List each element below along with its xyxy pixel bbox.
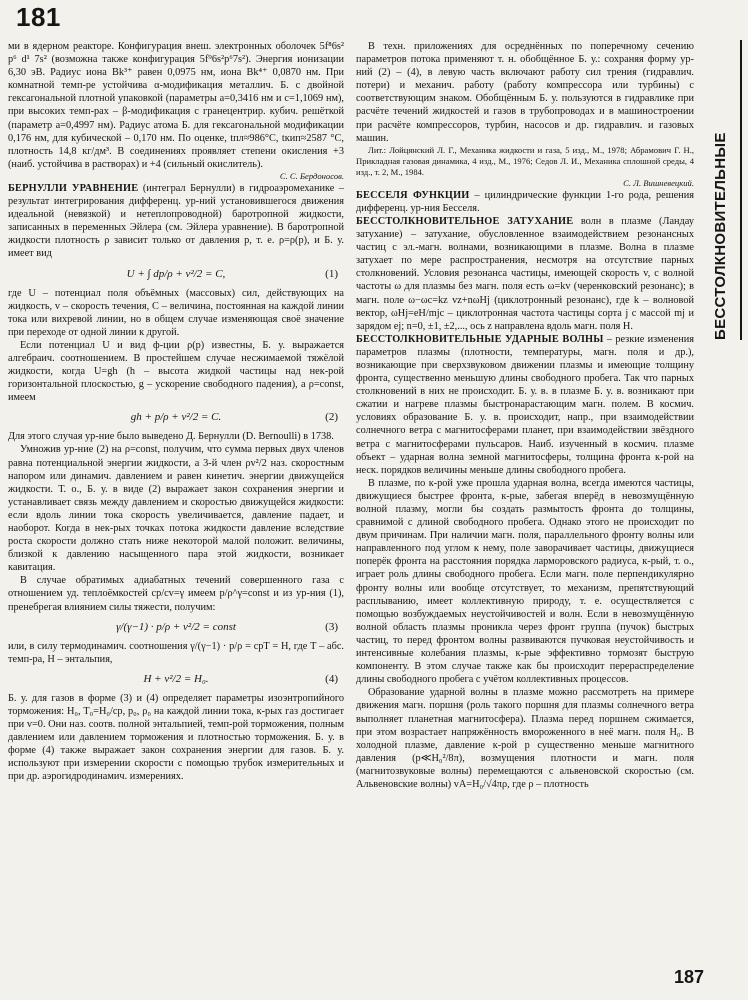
paragraph: Б. у. для газов в форме (3) и (4) определяет параметры изоэнтропийного торможения: H₀, T₀=H₀/cp, p₀, ρ₀ на каждой линии тока, к-рых газ достигает при v=0. Они наз. соотв. полной энтальпией, темп-рой торможения, полным давлением или давлением торможения и плотностью торможения. Б. у. в форме (4) также выражает закон сохранения энергии для газов. Б. у. используют при измерении скорости с помощью трубок измерительных и при др. аэрогидродинамич. измерениях. <box>8 692 344 783</box>
entry-text: (интеграл Бернулли) в гидроаэромеханике – результат интегрирования дифференц. ур-ний установившегося движения идеальной (невязкой) и нетеплопроводной) баротропной жидкости, записанных в переменных Эйлера (см. Эйлера уравнение). В баротропной жидкости плотность ρ зависит только от давления p, т. е. ρ=ρ(p), и Б. у. имеет вид <box>8 182 344 260</box>
literature-list: Лит.: Лойцянский Л. Г., Механика жидкости и газа, 5 изд., М., 1978; Абрамович Г. Н., Прикладная газовая динамика, 4 изд., М., 1976; Седов Л. И., Механика сплошной среды, 4 изд., т. 2, М., 1984. <box>356 144 694 177</box>
entry-term: БЕССТОЛКНОВИТЕЛЬНОЕ ЗАТУХАНИЕ <box>356 215 574 227</box>
berkelium-continuation: ми в ядерном реакторе. Конфигурация внеш. электронных оболочек 5f⁸6s² p⁶ d¹ 7s² (возможна также конфигурация 5f⁹6s²p⁶7s²). Энергия ионизации 6,30 эВ. Радиус иона Bk³⁺ равен 0,0975 нм, иона Bk⁴⁺ 0,0870 нм. При комнатной темп-ре устойчива α-модификация металлич. Б. с двойной гексагональной плотной упаковкой (параметры a=0,3416 нм и c=1,1069 нм), при высоких темп-рах – β-модификация с гранецентрир. кубич. решёткой (параметр a=0,4997 нм). Радиус атома Б. для гексагональной модификации 0,176 нм, для кубической – 0,170 нм. По оценке, tпл≈986°С, tкип≈2587 °С, плотность 14,8 кг/дм³. В соединениях проявляет степени окисления +3 (наиб. устойчива в растворах) и +4 (сильный окислитель). <box>8 41 344 170</box>
page-number-bottom: 187 <box>673 967 704 987</box>
formula-number: (3) <box>325 620 338 633</box>
right-column <box>356 40 694 990</box>
entry-text: волн в плазме (Ландау затухание) – затухание, обусловленное взаимодействием резонансных частиц с эл.-магн. волнами, возникающими в плазме. Волна в плазме затухает по мере распространения, несмотря на отсутствие парных столкновений. Условия резонанса частицы, имеющей скорость v, с волной частоты ω для плазмы без магн. поля есть ω=kv (черенковский резонанс); в магн. поле ω−ωc=kz vz+nωHj (циклотронный резонанс), где k – волновой вектор, ωHj=eH/mjc – циклотронная частота частицы сорта j с массой mj и зарядом ej; n=0, ±1, ±2,..., ось z направлена вдоль магн. поля H. <box>356 215 694 332</box>
entry-text: – цилиндрические функции 1-го рода, решения дифференц. ур-ния Бесселя. <box>356 189 694 214</box>
formula-body: U + ∫ dp/ρ + v²/2 = C, <box>126 267 226 280</box>
formula-body: γ/(γ−1) · p/ρ + v²/2 = const <box>116 620 236 633</box>
paragraph: В плазме, по к-рой уже прошла ударная волна, всегда имеются частицы, движущиеся быстрее фронта, к-рые, забегая вперёд в невозмущённую волной плазму, могли бы создать размытость фронта до толщины, сравнимой с длиной свободного пробега. Однако этого не происходит по двум причинам. При наличии магн. поля, параллельного фронту волны или направленного под углом к нему, поле заворачивает частицы, движущиеся поперёк фронта на расстояния порядка ларморовского радиуса, к-рый, т. о., играет роль длины свободного пробега. Если магн. поле перпендикулярно фронту волны или вообще отсутствует, то механизм, препятствующий расплыванию, имеет коллективную природу, т. е. осуществляется с помощью возбуждаемых неустойчивостей и волн. Если в невозмущённую волной область плазмы проникла через фронт группа (пучок) быстрых частиц, то перед фронтом волны развиваются пучковая неустойчивость и интенсивные колебания плазмы, к-рые эффективно тормозят быструю компоненту. В этом случае также как бы происходит перераспределение длины свободного пробега с учётом коллективных процессов. <box>356 477 694 686</box>
entry-bernoulli-equation <box>8 182 344 261</box>
paragraph: или, в силу термодинамич. соотношения γ/(γ−1) · p/ρ = cpT = H, где T – абс. темп-ра, H – энтальпия, <box>8 640 344 665</box>
paragraph: Образование ударной волны в плазме можно рассмотреть на примере движения магн. поршня (роль такого поршня для плазмы солнечного ветра выполняет планетная магнитосфера). Плазма перед поршнем сжимается, при этом возрастает напряжённость вмороженного в неё магн. поля H₀. В холодной плазме, давление к-рой p существенно меньше магнитного давления (p≪H₀²/8π), возмущения плотности и магн. поля (магнитозвуковые волны) перемещаются с альвеновской скоростью (см. Альвеновские волны) vA=H₀/√4πρ, где ρ – плотность <box>356 687 694 790</box>
formula-number: (2) <box>325 411 338 424</box>
formula-2 <box>8 410 344 424</box>
formula-number: (4) <box>325 672 338 685</box>
page-number-top: 181 <box>16 2 61 32</box>
entry-term: БЕССТОЛКНОВИТЕЛЬНЫЕ УДАРНЫЕ ВОЛНЫ <box>356 333 604 345</box>
formula-body: H + v²/2 = H₀. <box>143 672 209 685</box>
left-column <box>8 40 344 990</box>
formula-1 <box>8 267 344 281</box>
entry-collisionless-shock-waves <box>356 333 694 477</box>
author-signature: С. Л. Вишневецкий. <box>623 177 694 188</box>
formula-number: (1) <box>325 267 338 280</box>
entry-term: БЕССЕЛЯ ФУНКЦИИ <box>356 189 470 201</box>
paragraph: В техн. приложениях для осреднённых по поперечному сечению параметров потока применяют т. н. обобщённое Б. у.: сохраняя форму ур-ний (2) – (4), в левую часть включают работу сил трения (гидравлич. потери) и механич. работу (работу компрессора или турбины) с соответствующим знаком. Обобщённым Б. у. пользуются в гидравлике при расчёте течений жидкостей и газов в трубопроводах и в машиностроении при расчёте компрессоров, турбин, насосов и др. гидравлич. и газовых машин. <box>356 41 694 144</box>
formula-3 <box>8 620 344 634</box>
entry-text: – резкие изменения параметров плазмы (плотности, температуры, магн. поля и др.), возникающие при сверхзвуковом движении плазмы и имеющие толщину фронта, существенно меньшую длины свободного пробега. Так что парных столкновений в них не происходит. Б. у. в. в плазме Б. у. в. возникают при сжатии и нагреве плазмы быстронарастающим магн. полем. В космич. условиях образование Б. у. в. происходит, напр., при взаимодействии солнечного ветра с магнитосферами планет, при взаимодействии звёздного ветра с магнитосферами пульсаров. Наиб. изученный в космич. плазме объект – ударная волна земной магнитосферы, толщина фронта к-рой на неск. порядков величины меньше длины свободного пробега. <box>356 333 694 476</box>
entry-bessel-functions <box>356 189 694 215</box>
paragraph: Для этого случая ур-ние было выведено Д. Бернулли (D. Bernoulli) в 1738. <box>8 431 334 443</box>
side-running-heading: БЕССТОЛКНОВИТЕЛЬНЫЕ <box>712 40 742 340</box>
paragraph: В случае обратимых адиабатных течений совершенного газа с отношением уд. теплоёмкостей cp/cv=γ имеем p/ρ^γ=const и из ур-ния (1), пренебрегая влиянием силы тяжести, получим: <box>8 575 344 613</box>
entry-collisionless-damping <box>356 215 694 333</box>
author-signature: С. С. Бердоносов. <box>279 170 344 181</box>
formula-body: gh + p/ρ + v²/2 = C. <box>130 411 222 424</box>
paragraph: Если потенциал U и вид ф-ции ρ(p) известны, Б. у. выражается алгебраич. соотношением. В простейшем случае несжимаемой тяжёлой жидкости, когда U=gh (h – высота жидкой частицы над нек-рой горизонтальной плоскостью, g – ускорение свободного падения), а ρ=const, имеем <box>8 339 344 404</box>
paragraph: Умножив ур-ние (2) на ρ=const, получим, что сумма первых двух членов равна потенциальной энергии жидкости, а 3-й член ρv²/2 наз. скоростным напором или динамич. давлением и равен кинетич. энергии движущейся жидкости. Т. о., Б. у. в виде (2) выражает закон сохранения энергии и устанавливает связь между давлением и скоростью движущейся жидкости: если вдоль линии тока скорость увеличивается, давление падает, и наоборот. Когда в нек-рых точках потока жидкости давление вследствие роста скорости должно стать ниже некоторой малой положит. величины, близкой к давлению насыщенного пара этой жидкости, возникает кавитация. <box>8 444 344 574</box>
paragraph: где U – потенциал поля объёмных (массовых) сил, действующих на жидкость, v – скорость течения, C – величина, постоянная на каждой линии тока или вихревой линии, но в общем случае изменяющая своё значение при переходе от одной линии к другой. <box>8 287 344 338</box>
entry-term: БЕРНУЛЛИ УРАВНЕНИЕ <box>8 182 139 194</box>
formula-4 <box>8 672 344 686</box>
